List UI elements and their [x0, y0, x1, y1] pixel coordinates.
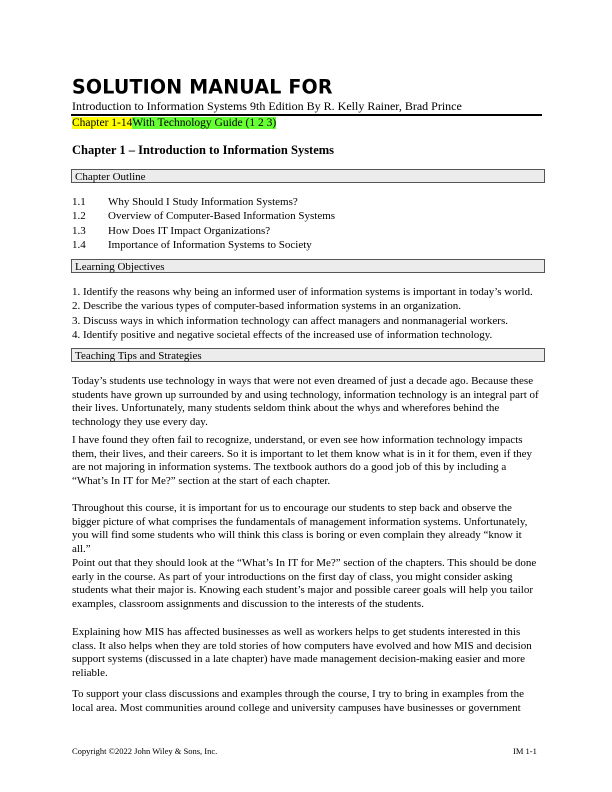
- chapters-highlight-1: Chapter 1-14: [72, 117, 133, 129]
- objective-item: 1. Identify the reasons why being an informed user of information systems is important in today’s world.: [72, 286, 533, 298]
- footer-page-number: IM 1-1: [513, 746, 537, 756]
- body-paragraph: I have found they often fail to recognize, understand, or even see how information technology impacts them, their lives, and their careers. So it is important to let them know what is in it for them, even if they are not majoring in information systems. The textbook authors do a good job of this by including a “What’s In IT for Me?” section at the start of each chapter.: [72, 434, 533, 488]
- chapters-highlight-2: With Technology Guide (1 2 3): [132, 117, 277, 129]
- body-paragraph: To support your class discussions and examples through the course, I try to bring in examples from the local area. Most communities around college and university campuses have businesses or government: [72, 688, 524, 714]
- title-rule: [71, 114, 542, 116]
- body-paragraph: Point out that they should look at the “What’s In IT for Me?” section of the chapters. This should be done early in the course. As part of your introductions on the first day of class, you might consider asking students what their major is. Knowing each student’s major and possible career goals will help you tailor examples, classroom assignments and discussion to the interests of the students.: [72, 557, 537, 611]
- outline-text: Importance of Information Systems to Society: [108, 238, 312, 251]
- outline-text: Why Should I Study Information Systems?: [108, 196, 298, 208]
- outline-number: 1.2: [72, 210, 86, 223]
- outline-item: [72, 224, 335, 238]
- chapter-heading: Chapter 1 – Introduction to Information Systems: [72, 143, 335, 157]
- outline-item: [72, 195, 335, 209]
- footer-copyright: Copyright ©2022 John Wiley & Sons, Inc.: [72, 746, 218, 756]
- objective-item: 4. Identify positive and negative societal effects of the increased use of information technology.: [72, 328, 493, 341]
- body-paragraph: Explaining how MIS has affected businesses as well as workers helps to get students interested in this class. It also helps when they are told stories of how computers have evolved and how MIS and decision support systems (discussed in a late chapter) have made management decision-making easier and more reliable.: [72, 626, 532, 680]
- outline-number: 1.4: [72, 238, 86, 251]
- outline-item: [72, 209, 335, 223]
- outline-number: 1.3: [72, 224, 86, 237]
- outline-text: Overview of Computer-Based Information Systems: [108, 210, 336, 223]
- chapter-outline-list: [72, 195, 335, 252]
- objective-item: 3. Discuss ways in which information technology can affect managers and nonmanagerial workers.: [72, 314, 508, 327]
- document-subtitle: Introduction to Information Systems 9th Edition By R. Kelly Rainer, Brad Prince: [72, 99, 462, 113]
- document-title: SOLUTION MANUAL FOR: [72, 75, 333, 99]
- learning-objectives-list: [72, 285, 533, 342]
- outline-text: How Does IT Impact Organizations?: [108, 224, 271, 237]
- section-header-outline: Chapter Outline: [71, 169, 545, 183]
- objective-item: 2. Describe the various types of computer-based information systems in an organization.: [72, 300, 462, 313]
- body-paragraph: Today’s students use technology in ways that were not even dreamed of just a decade ago. Because these students have grown up surrounded by and using technology, information technology is an integral part of their lives. Unfortunately, many students seldom think about the whys and wherefores behind the technology they use every day.: [72, 375, 539, 429]
- section-header-teaching-tips: Teaching Tips and Strategies: [71, 348, 545, 362]
- chapters-range: [72, 117, 276, 129]
- outline-number: 1.1: [72, 196, 86, 208]
- outline-item: [72, 238, 335, 252]
- body-paragraph: Throughout this course, it is important for us to encourage our students to step back and observe the bigger picture of what comprises the fundamentals of management information systems. Unfortunately, you will find some students who will think this class is boring or even complain they already “know it all.”: [72, 502, 528, 556]
- section-header-objectives: Learning Objectives: [71, 259, 545, 273]
